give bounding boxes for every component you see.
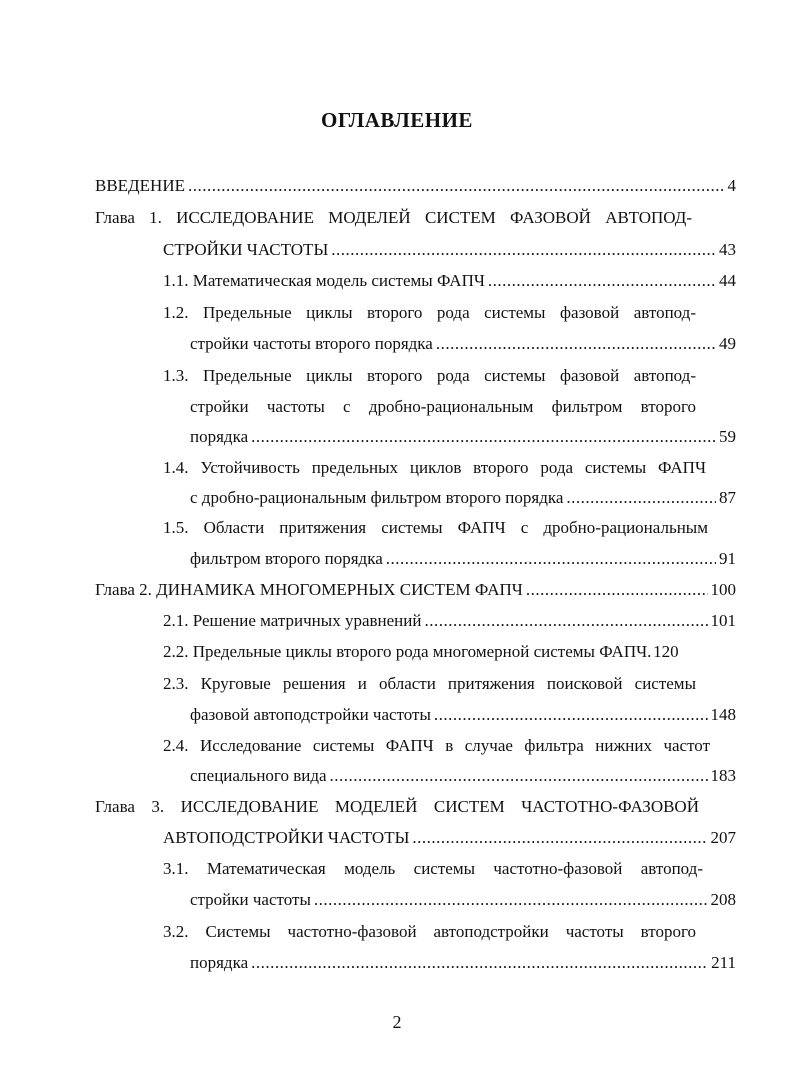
toc-entry-title-line2: стройки частоты с дробно-рациональным фильтром второго (190, 397, 696, 416)
toc-entry-title-line2: СТРОЙКИ ЧАСТОТЫ (163, 240, 329, 259)
toc-page-number: 101 (710, 611, 736, 630)
dot-leader (314, 888, 708, 912)
dot-leader (488, 269, 716, 293)
toc-page-number: 207 (710, 828, 736, 847)
toc-page-number: 49 (719, 334, 736, 353)
toc-entry-title-line1: Глава 1. ИССЛЕДОВАНИЕ МОДЕЛЕЙ СИСТЕМ ФАЗОВОЙ АВТОПОД- (95, 208, 692, 227)
toc-entry-title: 2.1. Решение матричных уравнений (163, 611, 422, 630)
page-title: ОГЛАВЛЕНИЕ (321, 108, 473, 132)
toc-page-number: 44 (719, 271, 736, 290)
toc-entry-title-line2: стройки частоты (190, 890, 311, 909)
toc-entry-title-line1: 1.5. Области притяжения системы ФАПЧ с дробно-рациональным (163, 518, 708, 537)
toc-entry-title-line1: 1.4. Устойчивость предельных циклов второго рода системы ФАПЧ (163, 458, 706, 477)
toc-page-number: 120 (653, 642, 679, 661)
dot-leader (526, 578, 708, 602)
dot-leader (251, 951, 708, 975)
toc-page-number: 43 (719, 240, 736, 259)
toc-entry-title-line2: специального вида (190, 766, 327, 785)
dot-leader (386, 547, 716, 571)
toc-entry-title-line1: 3.2. Системы частотно-фазовой автоподстройки частоты второго (163, 922, 696, 941)
toc-page-number: 87 (719, 488, 736, 507)
toc-page-number: 148 (710, 705, 736, 724)
toc-entry-title-line1: Глава 3. ИССЛЕДОВАНИЕ МОДЕЛЕЙ СИСТЕМ ЧАСТОТНО-ФАЗОВОЙ (95, 797, 699, 816)
toc-page-number: 4 (727, 176, 736, 195)
toc-page-number: 183 (710, 766, 736, 785)
toc-entry-title: 1.1. Математическая модель системы ФАПЧ (163, 271, 485, 290)
toc-page-number: 100 (710, 580, 736, 599)
toc-entry-title-line1: 1.2. Предельные циклы второго рода системы фазовой автопод- (163, 303, 696, 322)
toc-page-number: 59 (719, 427, 736, 446)
toc-entry-title-line2: фазовой автоподстройки частоты (190, 705, 431, 724)
dot-leader (436, 332, 716, 356)
toc-entry-title: ВВЕДЕНИЕ (95, 176, 185, 195)
toc-page-number: 211 (711, 953, 736, 972)
toc-entry-title-line2: стройки частоты второго порядка (190, 334, 433, 353)
dot-leader (331, 238, 716, 262)
toc-page-number: 208 (710, 890, 736, 909)
toc-entry-title-line2: порядка (190, 953, 249, 972)
dot-leader (412, 826, 707, 850)
page-number: 2 (392, 1012, 402, 1032)
dot-leader (251, 425, 716, 449)
toc-entry-title-line1: 1.3. Предельные циклы второго рода системы фазовой автопод- (163, 366, 696, 385)
dot-leader (424, 609, 707, 633)
toc-entry-title-line3: порядка (190, 427, 249, 446)
toc-entry-title-line2: фильтром второго порядка (190, 549, 383, 568)
toc-entry-title-line1: 2.4. Исследование системы ФАПЧ в случае фильтра нижних частот (163, 736, 710, 755)
dot-leader (188, 174, 725, 198)
dot-leader (330, 764, 708, 788)
toc-entry-title-line2: АВТОПОДСТРОЙКИ ЧАСТОТЫ (163, 828, 410, 847)
toc-entry-title-line1: 3.1. Математическая модель системы частотно-фазовой автопод- (163, 859, 703, 878)
toc-entry-title: Глава 2. ДИНАМИКА МНОГОМЕРНЫХ СИСТЕМ ФАПЧ (95, 580, 523, 599)
toc-entry-title-line2: с дробно-рациональным фильтром второго порядка (190, 488, 564, 507)
dot-leader (434, 703, 708, 727)
toc-entry-title: 2.2. Предельные циклы второго рода многомерной системы ФАПЧ (163, 642, 648, 661)
dot-leader (566, 486, 716, 510)
toc-page-number: 91 (719, 549, 736, 568)
toc-entry-title-line1: 2.3. Круговые решения и области притяжения поисковой системы (163, 674, 696, 693)
